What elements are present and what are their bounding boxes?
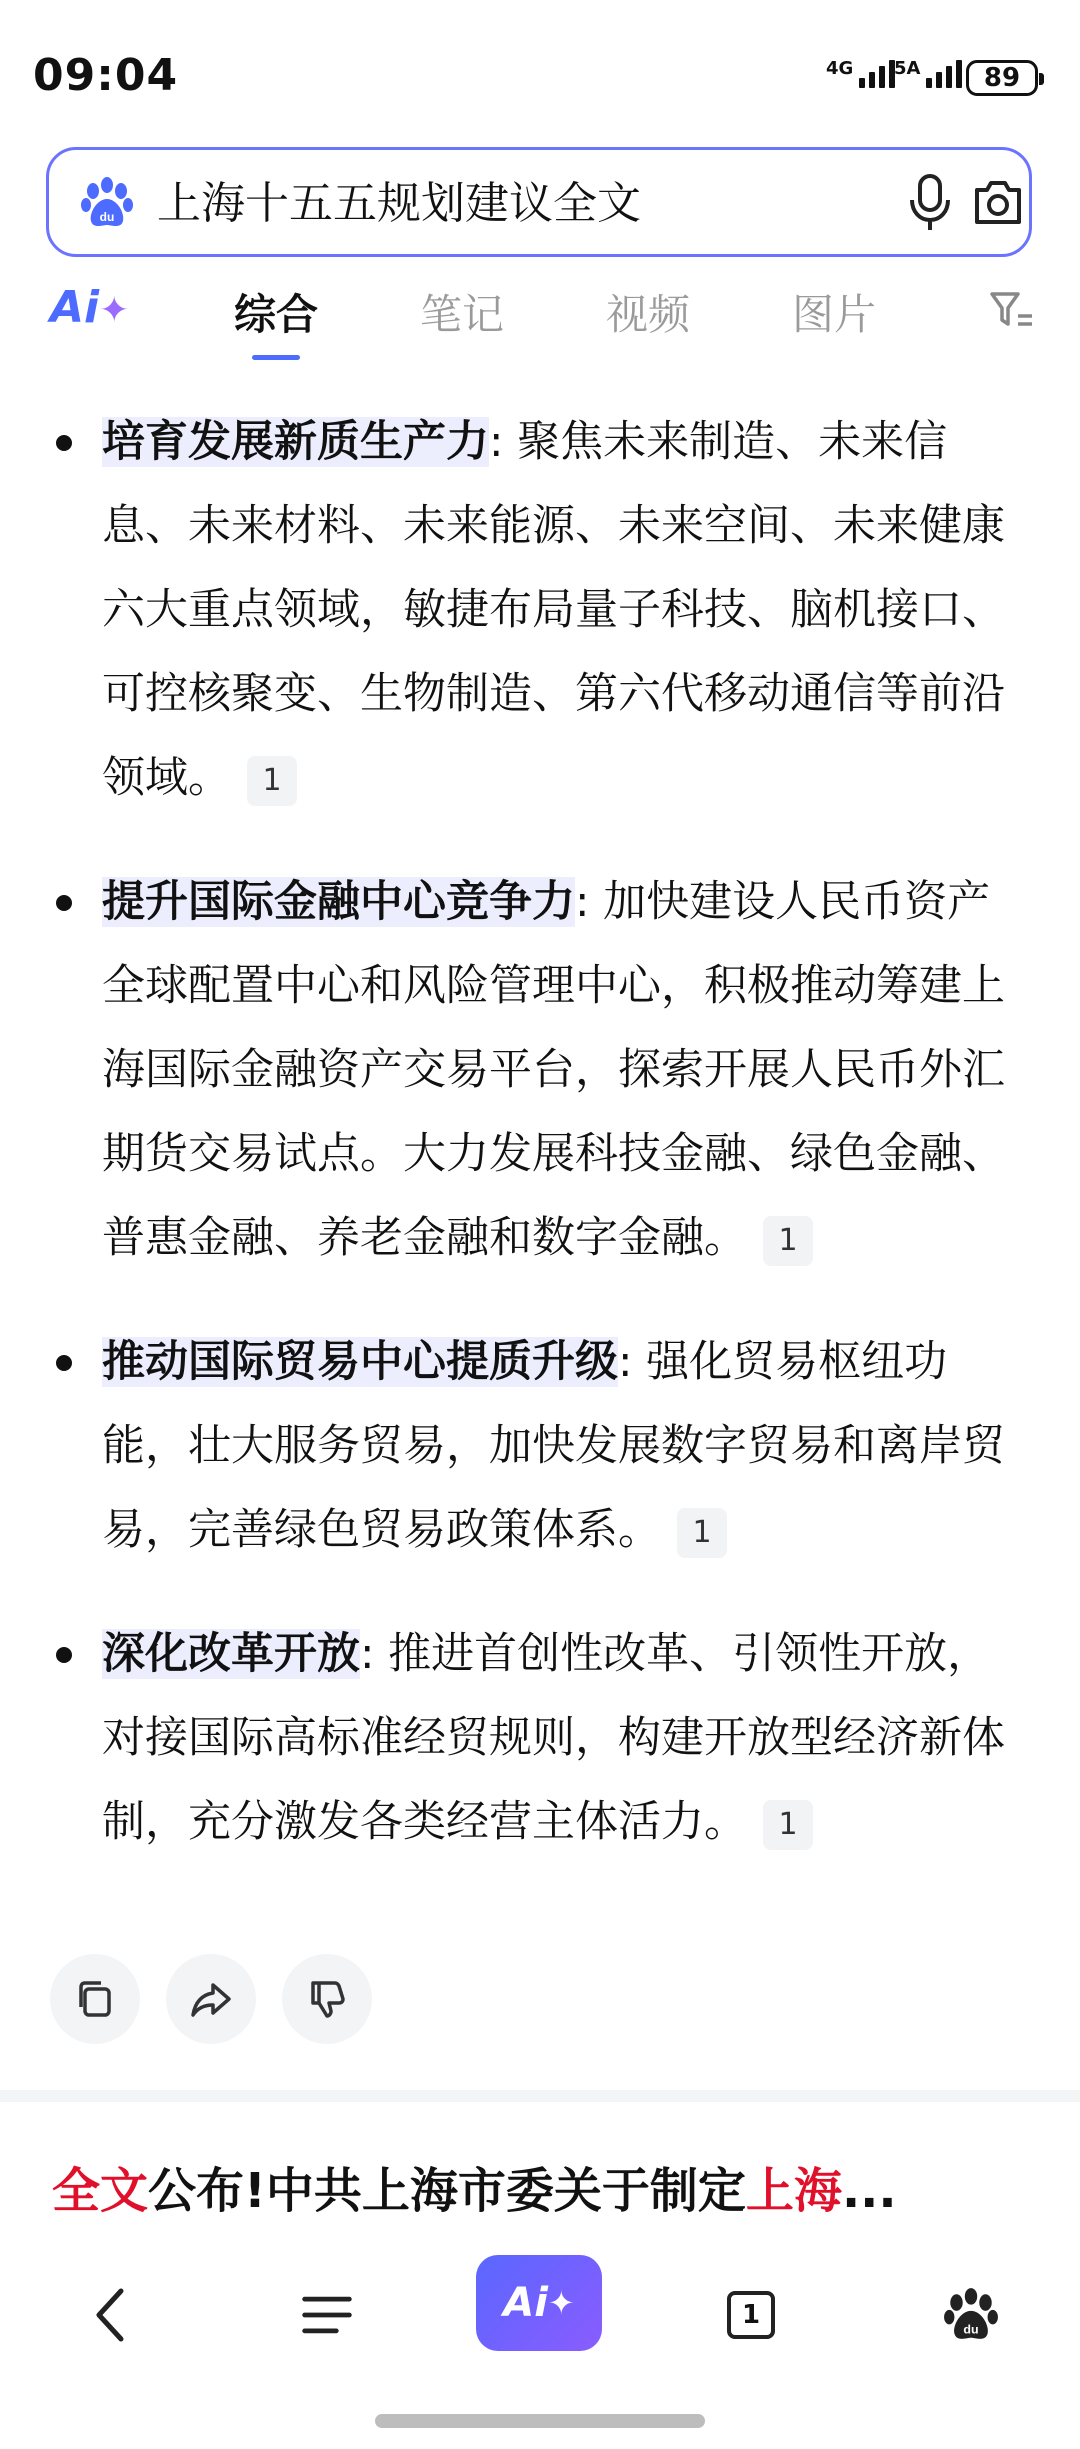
signal-5a-icon: 5A — [894, 60, 962, 88]
svg-text:du: du — [963, 2322, 979, 2337]
list-item: 提升国际金融中心竞争力: 加快建设人民币资产全球配置中心和风险管理中心，积极推动筹建上海国际金融资产交易平台，探索开展人民币外汇期货交易试点。大力发展科技金融、绿色金融、普惠金融、养老金融和数字金融。 1 — [52, 860, 1012, 1280]
copy-icon — [73, 1977, 117, 2021]
answer-actions — [50, 1954, 372, 2044]
list-item: 推动国际贸易中心提质升级: 强化贸易枢纽功能，壮大服务贸易，加快发展数字贸易和离岸贸易，完善绿色贸易政策体系。 1 — [52, 1320, 1012, 1572]
item-text: 推进首创性改革、引领性开放，对接国际高标准经贸规则，构建开放型经济新体制，充分激发各类经营主体活力。 — [102, 1629, 1005, 1847]
tab-all[interactable]: 综合 — [234, 282, 318, 342]
camera-icon[interactable] — [969, 174, 1027, 232]
battery-icon: 89 — [966, 60, 1038, 96]
back-arrow-icon — [91, 2285, 131, 2345]
tab-count: 1 — [727, 2291, 775, 2339]
citation-badge[interactable]: 1 — [763, 1800, 813, 1850]
list-item: 深化改革开放: 推进首创性改革、引领性开放，对接国际高标准经贸规则，构建开放型经济新体制，充分激发各类经营主体活力。 1 — [52, 1612, 1012, 1864]
search-query[interactable]: 上海十五五规划建议全文 — [157, 178, 641, 229]
list-item: 培育发展新质生产力: 聚焦未来制造、未来信息、未来材料、未来能源、未来空间、未来健康六大重点领域，敏捷布局量子科技、脑机接口、可控核聚变、生物制造、第六代移动通信等前沿领域。 1 — [52, 400, 1012, 820]
search-result-title[interactable]: 全文公布!中共上海市委关于制定上海... — [52, 2163, 897, 2219]
ai-assistant-button[interactable]: Ai ✦ — [476, 2255, 602, 2351]
section-divider — [0, 2090, 1080, 2102]
share-icon — [189, 1977, 233, 2021]
item-text: 加快建设人民币资产全球配置中心和风险管理中心，积极推动筹建上海国际金融资产交易平台，探索开展人民币外汇期货交易试点。大力发展科技金融、绿色金融、普惠金融、养老金融和数字金融。 — [102, 877, 1005, 1263]
item-title: 培育发展新质生产力 — [102, 417, 489, 467]
share-button[interactable] — [166, 1954, 256, 2044]
item-text: 强化贸易枢纽功能，壮大服务贸易，加快发展数字贸易和离岸贸易，完善绿色贸易政策体系。 — [102, 1337, 1005, 1555]
citation-badge[interactable]: 1 — [247, 756, 297, 806]
item-text: 聚焦未来制造、未来信息、未来材料、未来能源、未来空间、未来健康六大重点领域，敏捷布局量子科技、脑机接口、可控核聚变、生物制造、第六代移动通信等前沿领域。 — [102, 417, 1005, 803]
tab-bar — [0, 270, 1080, 350]
status-time: 09:04 — [33, 50, 179, 101]
baidu-paw-icon — [942, 2286, 1000, 2344]
signal-4g-icon: 4G — [826, 60, 895, 88]
tab-videos[interactable]: 视频 — [606, 290, 691, 339]
dislike-button[interactable] — [282, 1954, 372, 2044]
svg-text:du: du — [99, 210, 115, 224]
citation-badge[interactable]: 1 — [763, 1216, 813, 1266]
ai-tab[interactable]: Ai✦ — [50, 282, 130, 333]
baidu-paw-icon — [79, 175, 135, 231]
back-button[interactable] — [76, 2280, 146, 2350]
citation-badge[interactable]: 1 — [677, 1508, 727, 1558]
item-title: 深化改革开放 — [102, 1629, 360, 1679]
tab-notes[interactable]: 笔记 — [420, 290, 505, 339]
item-title: 推动国际贸易中心提质升级 — [102, 1337, 618, 1387]
home-indicator[interactable] — [375, 2414, 705, 2428]
tabs-button[interactable] — [716, 2280, 786, 2350]
ai-answer — [52, 400, 1012, 1904]
search-bar[interactable] — [46, 147, 1032, 257]
thumbs-down-icon — [305, 1977, 349, 2021]
baidu-home-button[interactable] — [936, 2280, 1006, 2350]
item-title: 提升国际金融中心竞争力 — [102, 877, 575, 927]
menu-icon — [299, 2291, 355, 2339]
menu-button[interactable] — [292, 2280, 362, 2350]
tab-images[interactable]: 图片 — [792, 290, 877, 339]
status-bar — [0, 0, 1080, 140]
microphone-icon[interactable] — [905, 172, 955, 234]
filter-icon[interactable] — [988, 288, 1036, 336]
copy-button[interactable] — [50, 1954, 140, 2044]
bottom-nav — [0, 2250, 1080, 2380]
